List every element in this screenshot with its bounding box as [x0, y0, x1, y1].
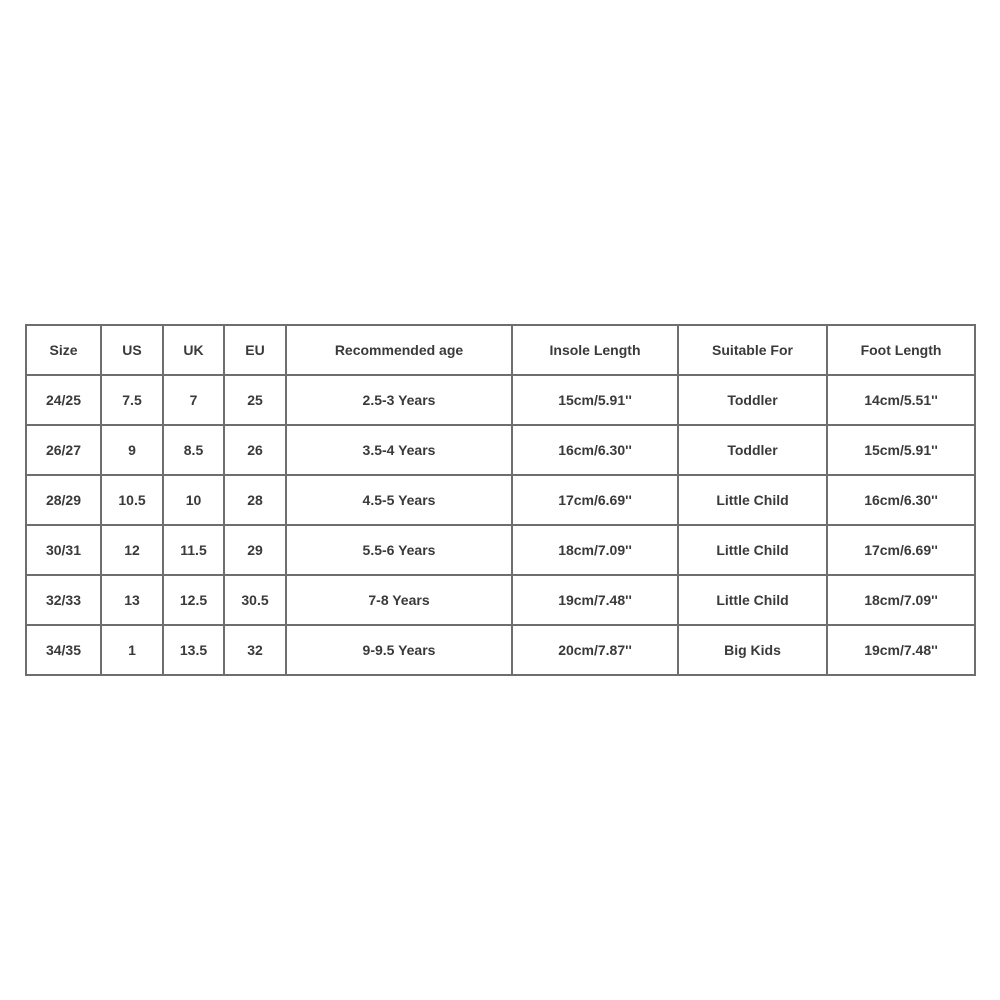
table-row: [26, 425, 975, 475]
table-row: [26, 375, 975, 425]
cell-recommended-age: 7-8 Years: [286, 575, 512, 625]
cell-us: 1: [101, 625, 163, 675]
header-size: Size: [26, 325, 101, 375]
header-suitable-for: Suitable For: [678, 325, 827, 375]
cell-foot-length: 19cm/7.48'': [827, 625, 975, 675]
cell-insole-length: 20cm/7.87'': [512, 625, 678, 675]
header-foot-length: Foot Length: [827, 325, 975, 375]
cell-suitable-for: Toddler: [678, 425, 827, 475]
cell-size: 30/31: [26, 525, 101, 575]
cell-foot-length: 15cm/5.91'': [827, 425, 975, 475]
size-chart-table: [25, 324, 976, 676]
cell-insole-length: 18cm/7.09'': [512, 525, 678, 575]
cell-foot-length: 18cm/7.09'': [827, 575, 975, 625]
header-recommended-age: Recommended age: [286, 325, 512, 375]
cell-size: 34/35: [26, 625, 101, 675]
header-us: US: [101, 325, 163, 375]
header-insole-length: Insole Length: [512, 325, 678, 375]
cell-us: 9: [101, 425, 163, 475]
cell-insole-length: 15cm/5.91'': [512, 375, 678, 425]
cell-us: 12: [101, 525, 163, 575]
cell-foot-length: 16cm/6.30'': [827, 475, 975, 525]
cell-recommended-age: 9-9.5 Years: [286, 625, 512, 675]
cell-us: 10.5: [101, 475, 163, 525]
header-eu: EU: [224, 325, 286, 375]
cell-size: 32/33: [26, 575, 101, 625]
cell-uk: 13.5: [163, 625, 224, 675]
cell-foot-length: 14cm/5.51'': [827, 375, 975, 425]
cell-uk: 10: [163, 475, 224, 525]
cell-suitable-for: Little Child: [678, 525, 827, 575]
table-header-row: [26, 325, 975, 375]
cell-recommended-age: 3.5-4 Years: [286, 425, 512, 475]
cell-suitable-for: Toddler: [678, 375, 827, 425]
cell-insole-length: 19cm/7.48'': [512, 575, 678, 625]
cell-uk: 11.5: [163, 525, 224, 575]
table-row: [26, 575, 975, 625]
cell-us: 7.5: [101, 375, 163, 425]
cell-suitable-for: Big Kids: [678, 625, 827, 675]
cell-suitable-for: Little Child: [678, 575, 827, 625]
cell-eu: 26: [224, 425, 286, 475]
header-uk: UK: [163, 325, 224, 375]
cell-size: 28/29: [26, 475, 101, 525]
cell-recommended-age: 2.5-3 Years: [286, 375, 512, 425]
cell-eu: 29: [224, 525, 286, 575]
table-row: [26, 475, 975, 525]
cell-eu: 25: [224, 375, 286, 425]
cell-recommended-age: 5.5-6 Years: [286, 525, 512, 575]
cell-uk: 7: [163, 375, 224, 425]
cell-size: 26/27: [26, 425, 101, 475]
cell-size: 24/25: [26, 375, 101, 425]
cell-uk: 8.5: [163, 425, 224, 475]
cell-insole-length: 16cm/6.30'': [512, 425, 678, 475]
cell-eu: 28: [224, 475, 286, 525]
cell-eu: 32: [224, 625, 286, 675]
cell-uk: 12.5: [163, 575, 224, 625]
cell-us: 13: [101, 575, 163, 625]
table-row: [26, 525, 975, 575]
cell-eu: 30.5: [224, 575, 286, 625]
cell-foot-length: 17cm/6.69'': [827, 525, 975, 575]
cell-insole-length: 17cm/6.69'': [512, 475, 678, 525]
cell-recommended-age: 4.5-5 Years: [286, 475, 512, 525]
cell-suitable-for: Little Child: [678, 475, 827, 525]
table-row: [26, 625, 975, 675]
